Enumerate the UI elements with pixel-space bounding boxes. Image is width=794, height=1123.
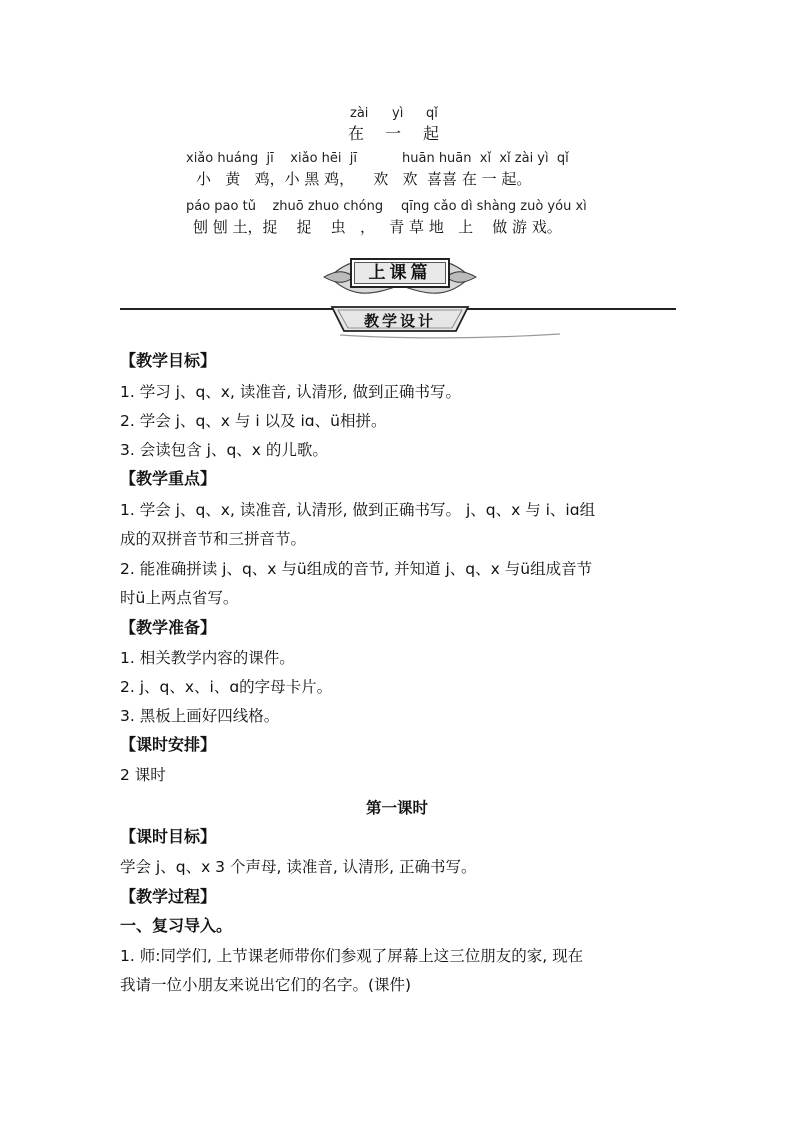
title-char: 在 bbox=[348, 124, 365, 143]
key-point-line: 2. 能准确拼读 j、q、x 与ü组成的音节, 并知道 j、q、x 与ü组成音节 bbox=[120, 560, 593, 578]
title-char: 一 bbox=[385, 124, 402, 143]
goal-item: 2. 学会 j、q、x 与 i 以及 iɑ、ü相拼。 bbox=[120, 412, 387, 430]
prep-heading: 【教学准备】 bbox=[120, 618, 217, 637]
pinyin-syllable: qǐ bbox=[426, 106, 438, 121]
key-points-heading: 【教学重点】 bbox=[120, 469, 217, 488]
section-banner: 上课篇 bbox=[350, 258, 450, 288]
poem-line1-hanzi: 小 黄 鸡，小 黑 鸡， 欢 欢 喜喜 在 一 起。 bbox=[196, 170, 532, 188]
step-text-line: 1. 师:同学们, 上节课老师带你们参观了屏幕上这三位朋友的家, 现在 bbox=[120, 947, 584, 965]
title-char: 起 bbox=[423, 124, 440, 143]
schedule-value: 2 课时 bbox=[120, 766, 166, 784]
lesson-title: 第一课时 bbox=[365, 799, 428, 817]
process-heading: 【教学过程】 bbox=[120, 887, 217, 906]
prep-item: 1. 相关教学内容的课件。 bbox=[120, 649, 295, 667]
poem-line1-pinyin-b: huān huān xǐ xǐ zài yì qǐ bbox=[402, 151, 569, 166]
poem-line2-hanzi: 刨 刨 土，捉 捉 虫 ， 青 草 地 上 做 游 戏。 bbox=[193, 218, 562, 236]
pinyin-syllable: zài bbox=[350, 106, 369, 121]
poem-line2-pinyin-b: qīng cǎo dì shàng zuò yóu xì bbox=[401, 199, 587, 214]
pinyin-syllable: yì bbox=[392, 106, 404, 121]
key-point-line: 成的双拼音节和三拼音节。 bbox=[120, 530, 307, 548]
underline-swash bbox=[340, 333, 560, 341]
poem-title bbox=[348, 121, 468, 143]
design-banner: 教学设计 bbox=[363, 312, 436, 330]
key-point-line: 时ü上两点省写。 bbox=[120, 589, 239, 607]
step-text-line: 我请一位小朋友来说出它们的名字。(课件) bbox=[120, 976, 412, 994]
key-point-line: 1. 学会 j、q、x, 读准音, 认清形, 做到正确书写。 j、q、x 与 i、iɑ组 bbox=[120, 501, 596, 519]
prep-item: 3. 黑板上画好四线格。 bbox=[120, 707, 280, 725]
goals-heading: 【教学目标】 bbox=[120, 351, 217, 370]
prep-item: 2. j、q、x、i、ɑ的字母卡片。 bbox=[120, 678, 333, 696]
lesson-goal-text: 学会 j、q、x 3 个声母, 读准音, 认清形, 正确书写。 bbox=[120, 858, 477, 876]
goal-item: 1. 学习 j、q、x, 读准音, 认清形, 做到正确书写。 bbox=[120, 383, 462, 401]
poem-line1-pinyin-a: xiǎo huáng jī xiǎo hēi jī bbox=[186, 151, 358, 166]
lesson-goal-heading: 【课时目标】 bbox=[120, 827, 217, 846]
poem-line2-pinyin-a: páo pao tǔ zhuō zhuo chóng bbox=[186, 199, 384, 214]
step-heading: 一、复习导入。 bbox=[120, 916, 233, 935]
goal-item: 3. 会读包含 j、q、x 的儿歌。 bbox=[120, 441, 328, 459]
schedule-heading: 【课时安排】 bbox=[120, 735, 217, 754]
